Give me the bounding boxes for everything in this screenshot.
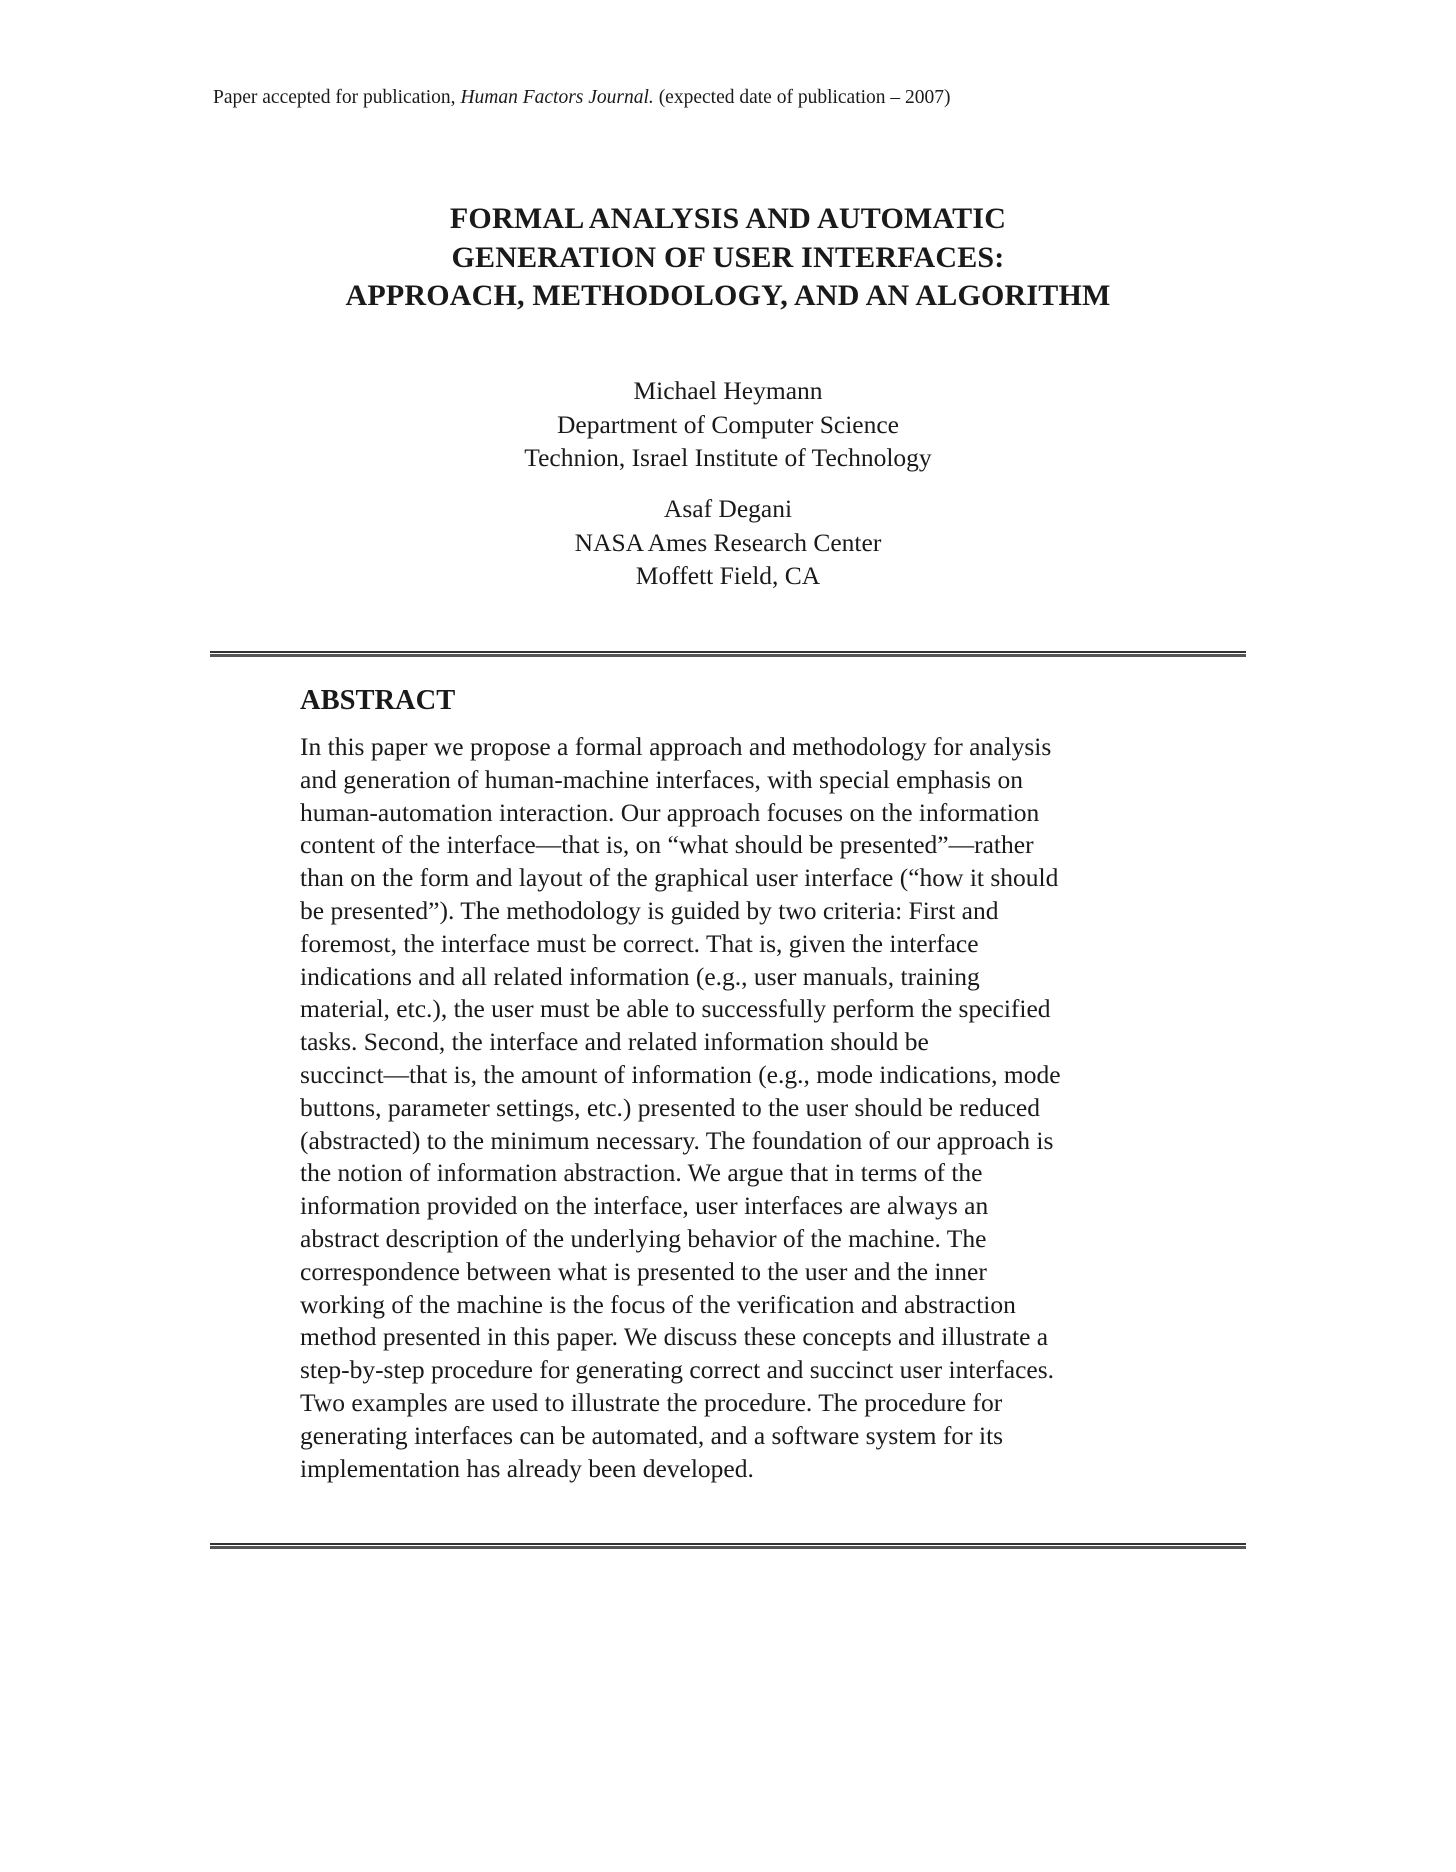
publication-note-suffix: (expected date of publication – 2007) xyxy=(653,87,951,108)
abstract-line: (abstracted) to the minimum necessary. The foundation of our approach is xyxy=(300,1125,1054,1155)
abstract-body xyxy=(300,731,1180,1485)
abstract-line: be presented”). The methodology is guided by two criteria: First and xyxy=(300,895,999,925)
abstract-line: abstract description of the underlying behavior of the machine. The xyxy=(300,1223,987,1253)
abstract-line: tasks. Second, the interface and related information should be xyxy=(300,1027,929,1057)
paper-title xyxy=(0,200,1456,316)
abstract-line: the notion of information abstraction. We argue that in terms of the xyxy=(300,1158,983,1188)
abstract-line: material, etc.), the user must be able to successfully perform the specified xyxy=(300,994,1051,1024)
publication-note-prefix: Paper accepted for publication, xyxy=(213,87,461,108)
abstract-line: foremost, the interface must be correct. That is, given the interface xyxy=(300,928,979,958)
abstract-line: method presented in this paper. We discuss these concepts and illustrate a xyxy=(300,1322,1049,1352)
author-affiliation: Moffett Field, CA xyxy=(635,561,821,590)
abstract-line: succinct—that is, the amount of information (e.g., mode indications, mode xyxy=(300,1059,1061,1089)
title-line: FORMAL ANALYSIS AND AUTOMATIC xyxy=(449,202,1007,235)
abstract-line: indications and all related information (e.g., user manuals, training xyxy=(300,961,980,991)
author-block-degani xyxy=(0,492,1456,593)
author-affiliation: Department of Computer Science xyxy=(556,409,899,439)
author-affiliation: Technion, Israel Institute of Technology xyxy=(524,443,932,472)
abstract-line: information provided on the interface, user interfaces are always an xyxy=(300,1191,989,1221)
abstract-line: human-automation interaction. Our approach focuses on the information xyxy=(300,797,1040,827)
abstract-line: correspondence between what is presented to the user and the inner xyxy=(300,1256,987,1286)
title-line: APPROACH, METHODOLOGY, AND AN ALGORITHM xyxy=(345,279,1111,312)
abstract-line: working of the machine is the focus of the verification and abstraction xyxy=(300,1289,1016,1319)
top-divider xyxy=(210,651,1246,657)
bottom-divider xyxy=(210,1543,1246,1549)
abstract-line: buttons, parameter settings, etc.) presented to the user should be reduced xyxy=(300,1092,1040,1122)
abstract-line: step-by-step procedure for generating correct and succinct user interfaces. xyxy=(300,1355,1055,1385)
abstract-line: content of the interface—that is, on “what should be presented”—rather xyxy=(300,830,1034,860)
abstract-line: and generation of human-machine interfaces, with special emphasis on xyxy=(300,764,1023,794)
journal-name: Human Factors Journal. xyxy=(460,87,654,108)
publication-note xyxy=(213,86,951,110)
abstract-line: implementation has already been developed. xyxy=(300,1453,754,1483)
abstract-line: In this paper we propose a formal approach and methodology for analysis xyxy=(300,732,1052,761)
author-affiliation: NASA Ames Research Center xyxy=(574,527,882,557)
author-name: Asaf Degani xyxy=(663,494,793,523)
author-block-heymann xyxy=(0,374,1456,475)
abstract-line: Two examples are used to illustrate the procedure. The procedure for xyxy=(300,1387,1003,1417)
abstract-line: than on the form and layout of the graphical user interface (“how it should xyxy=(300,863,1059,893)
abstract-line: generating interfaces can be automated, and a software system for its xyxy=(300,1420,1004,1450)
author-name: Michael Heymann xyxy=(633,376,823,405)
title-line: GENERATION OF USER INTERFACES: xyxy=(451,240,1005,274)
abstract-heading: ABSTRACT xyxy=(300,685,456,716)
